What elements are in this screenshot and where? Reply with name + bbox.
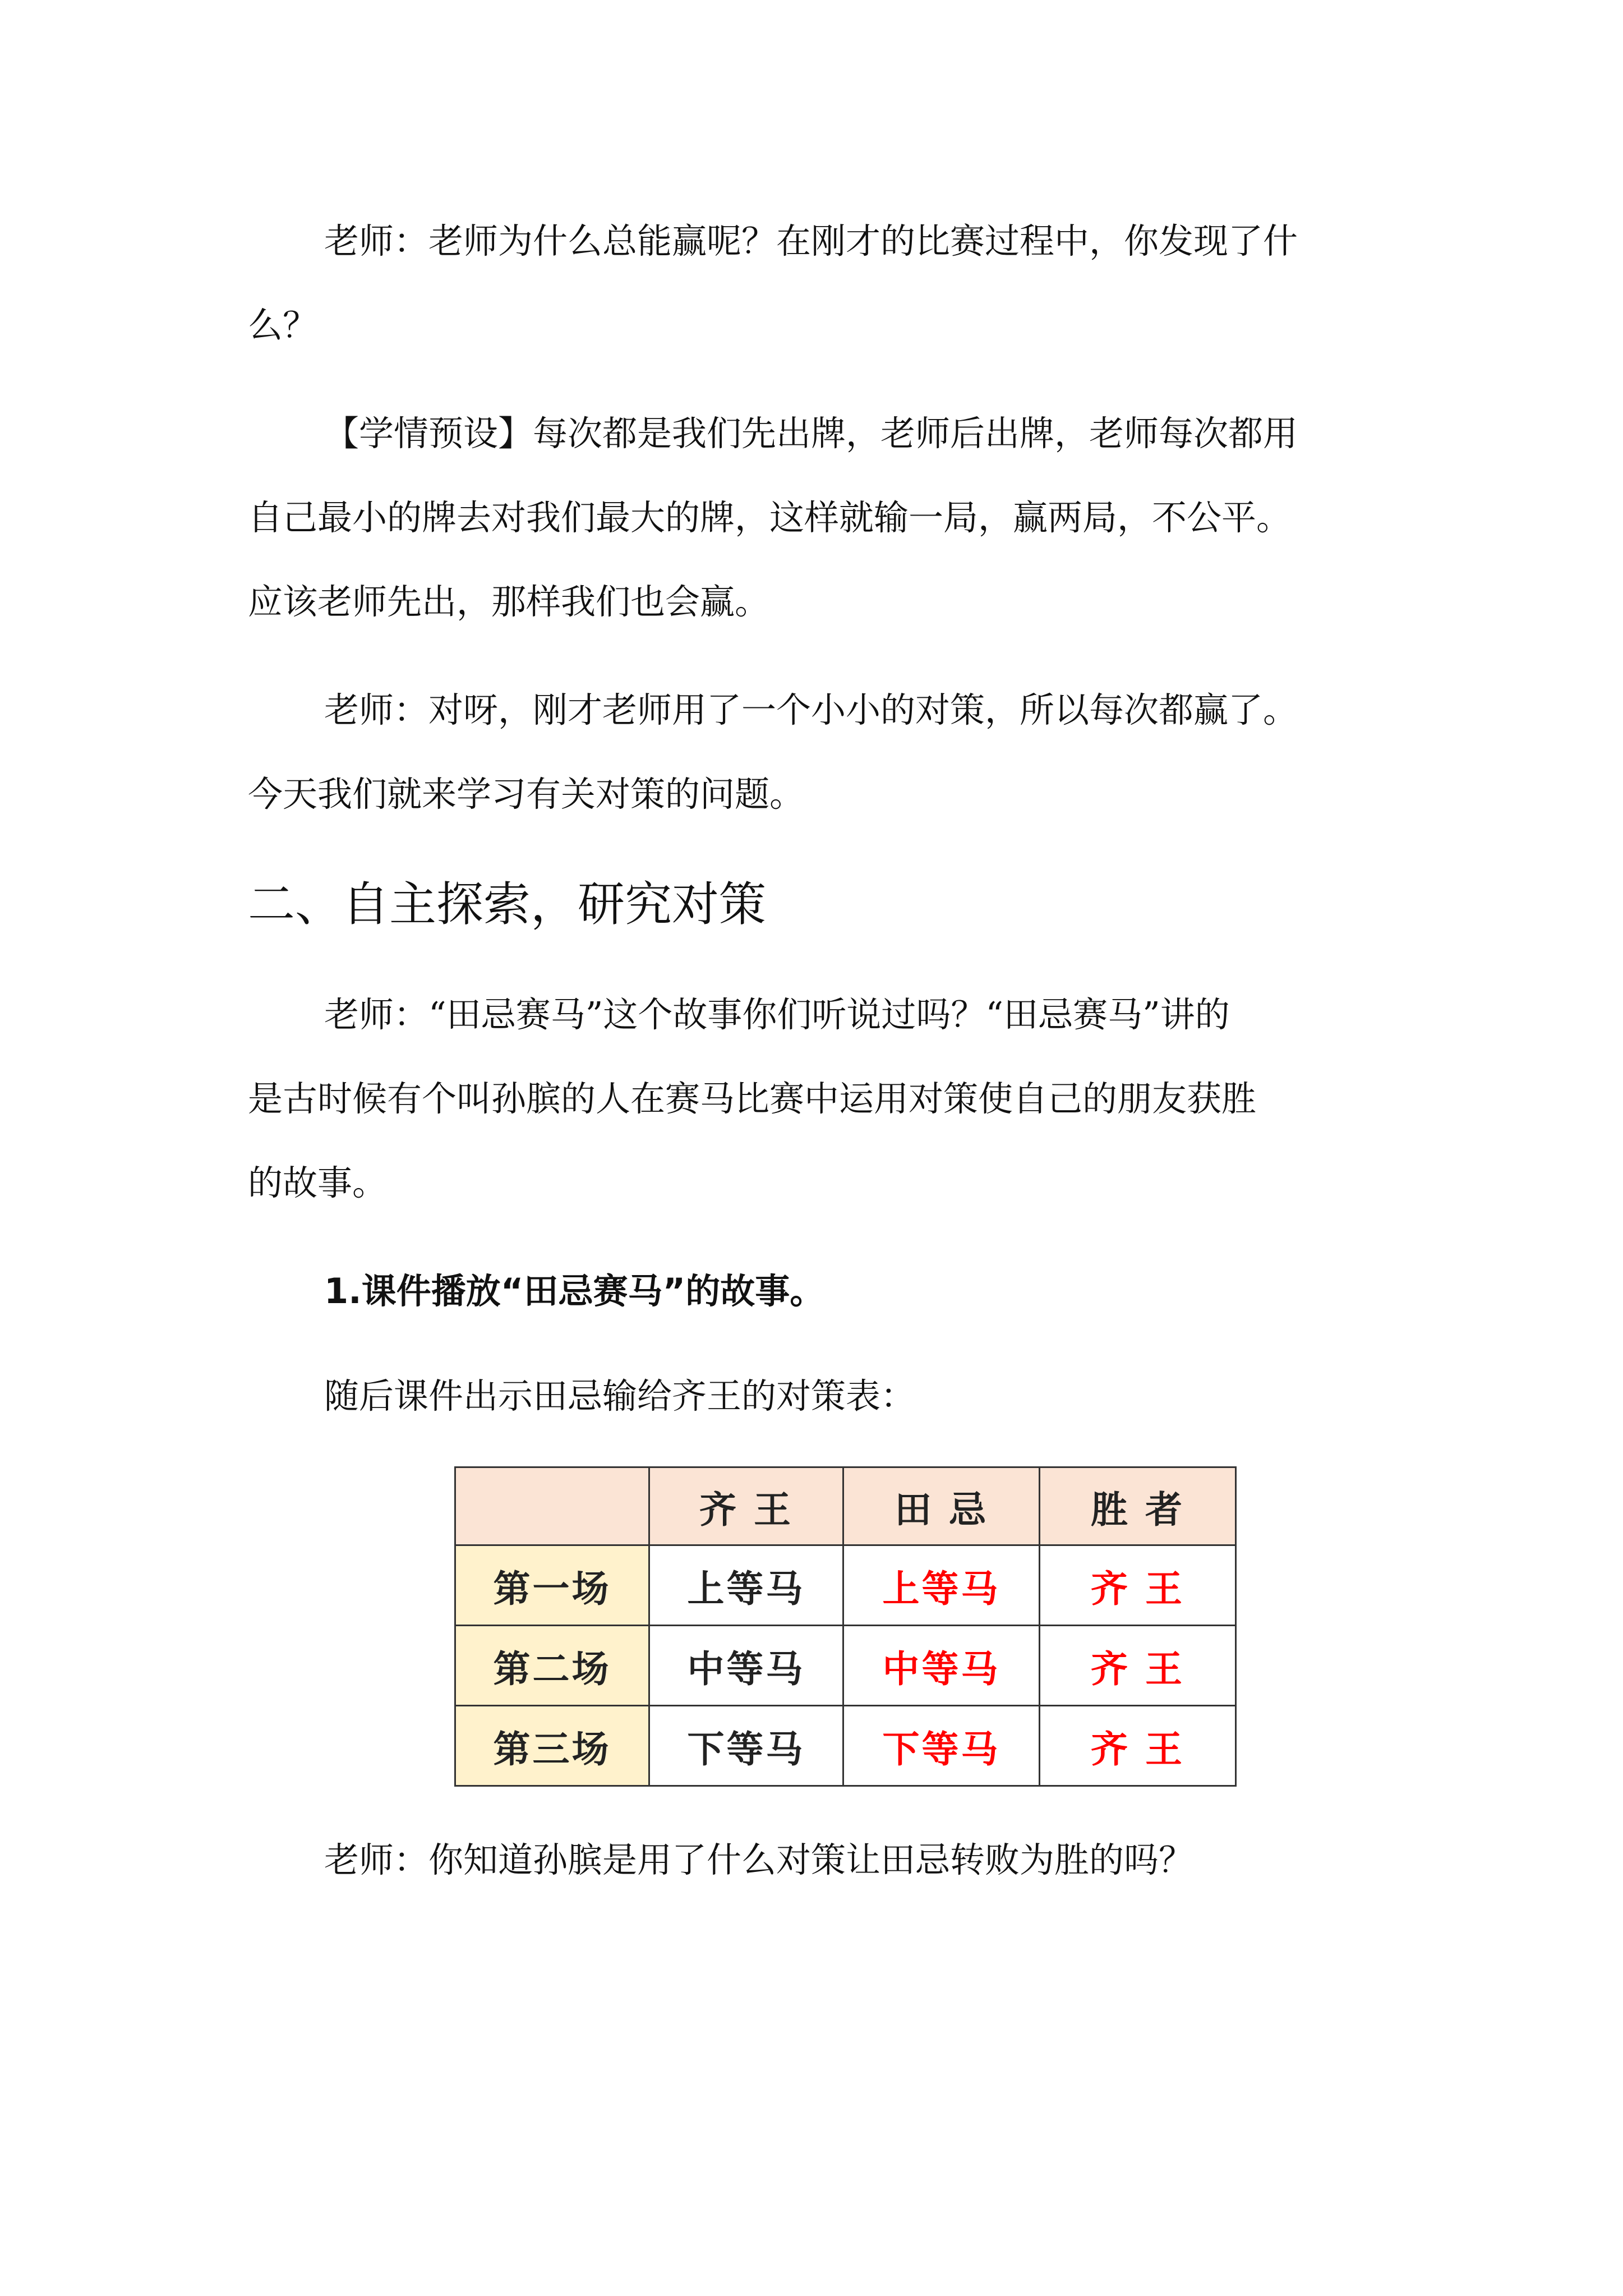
table-row [455,1626,1236,1706]
table-intro: 随后课件出示田忌输给齐王的对策表： [324,1375,916,1416]
strategy-table [454,1466,1237,1787]
tianji-horse: 上等马 [843,1545,1040,1626]
qiwang-horse: 下等马 [649,1706,843,1786]
round-label: 第三场 [455,1706,649,1786]
table-header-cell: 田 忌 [843,1467,1040,1545]
table-row [455,1545,1236,1626]
paragraph-line: 的故事。 [248,1162,388,1203]
paragraph-line: 老师：老师为什么总能赢呢？在刚才的比赛过程中，你发现了什 [324,220,1298,261]
table-header-row [455,1467,1236,1545]
table-header-cell [455,1467,649,1545]
round-label: 第二场 [455,1626,649,1706]
tianji-horse: 中等马 [843,1626,1040,1706]
winner-cell: 齐 王 [1040,1626,1236,1706]
section-heading: 二、自主探索，研究对策 [248,877,767,932]
paragraph-line: 老师：对呀，刚才老师用了一个小小的对策，所以每次都赢了。 [324,689,1298,730]
paragraph-line: 是古时候有个叫孙膑的人在赛马比赛中运用对策使自己的朋友获胜 [248,1078,1257,1119]
table-header-cell: 齐 王 [649,1467,843,1545]
table-row [455,1706,1236,1786]
qiwang-horse: 中等马 [649,1626,843,1706]
paragraph-line: 么？ [248,305,318,346]
paragraph-line: 今天我们就来学习有关对策的问题。 [248,774,805,815]
winner-cell: 齐 王 [1040,1706,1236,1786]
paragraph-line: 老师：“田忌赛马”这个故事你们听说过吗？“田忌赛马”讲的 [324,994,1230,1035]
step-title: 1.课件播放“田忌赛马”的故事。 [324,1271,825,1312]
tianji-horse: 下等马 [843,1706,1040,1786]
paragraph-line: 【学情预设】每次都是我们先出牌，老师后出牌，老师每次都用 [324,413,1298,454]
table-header-cell: 胜 者 [1040,1467,1236,1545]
qiwang-horse: 上等马 [649,1545,843,1626]
round-label: 第一场 [455,1545,649,1626]
question-line: 老师：你知道孙膑是用了什么对策让田忌转败为胜的吗？ [324,1839,1194,1880]
winner-cell: 齐 王 [1040,1545,1236,1626]
paragraph-line: 自己最小的牌去对我们最大的牌，这样就输一局，赢两局，不公平。 [248,497,1292,538]
paragraph-line: 应该老师先出，那样我们也会赢。 [248,581,770,622]
